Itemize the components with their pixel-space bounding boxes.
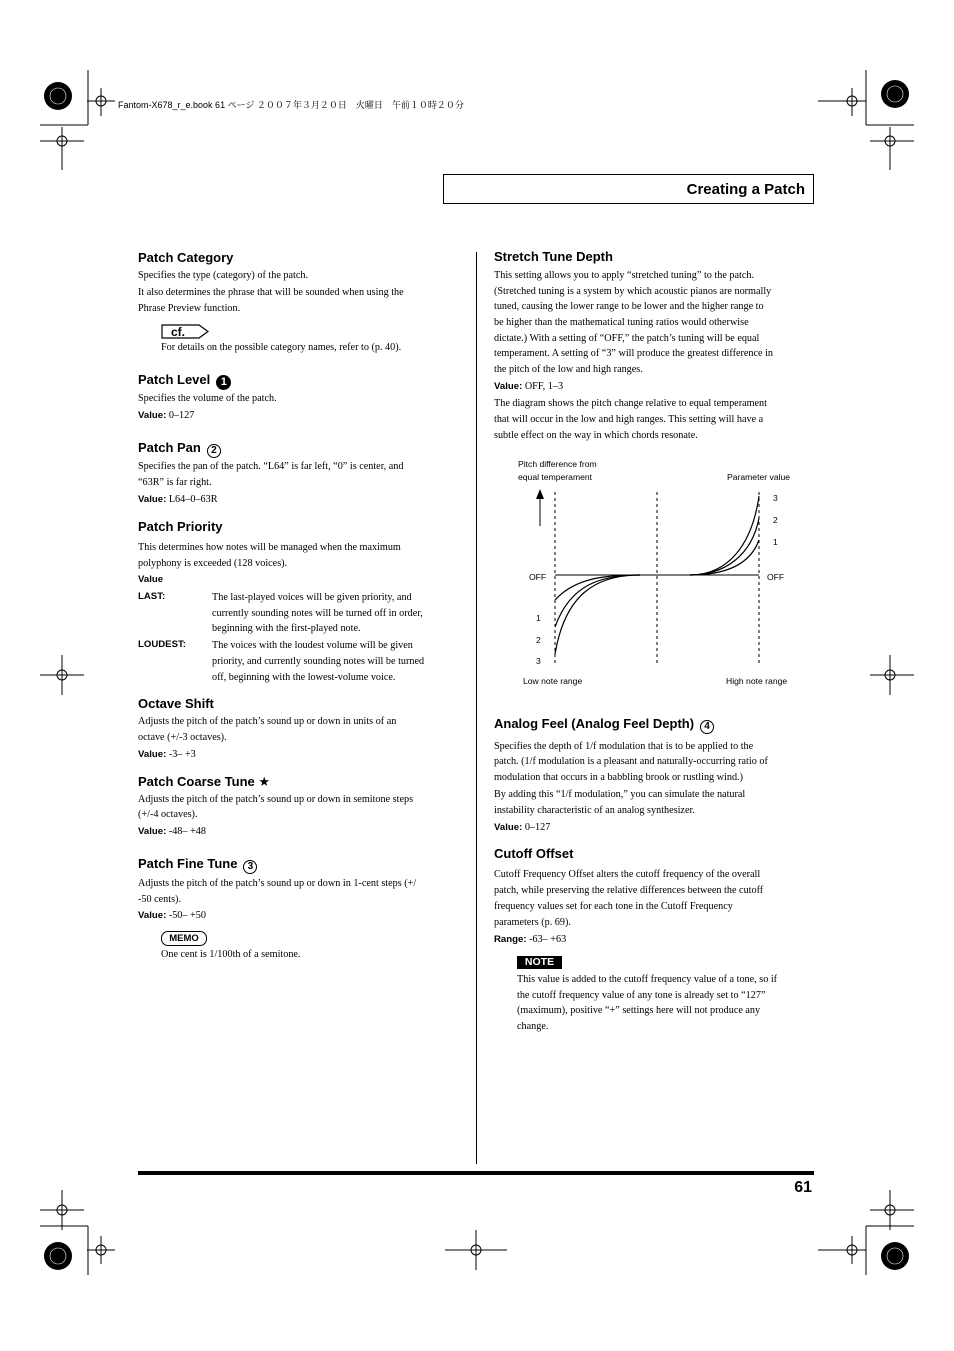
coarse-tune-text-2: (+/-4 octaves). (138, 809, 198, 820)
value-label: Value: (494, 381, 523, 392)
range-text: -63– +63 (529, 934, 567, 945)
cf-text: For details on the possible category names, refer to (p. 40). (161, 342, 402, 353)
stretch-tune-line-6: temperament. A setting of “3” will produce the greatest difference in (494, 348, 774, 359)
high-range-label: High note range (726, 676, 788, 686)
patch-priority-heading: Patch Priority (138, 519, 223, 534)
value-text: OFF, 1–3 (524, 381, 564, 392)
patch-priority-text-2: polyphony is exceeded (128 voices). (138, 558, 288, 569)
value-text: -3– +3 (168, 749, 196, 760)
coarse-tune-value (138, 824, 206, 840)
marker-2-icon: 2 (207, 444, 221, 458)
y-label-1: Pitch difference from (518, 459, 597, 469)
patch-pan-text-1: Specifies the pan of the patch. “L64” is far left, “0” is center, and (138, 461, 404, 472)
column-divider (476, 252, 477, 1164)
value-text: -48– +48 (168, 826, 206, 837)
stretch-tune-desc-2: that will occur in the low and high ranges. This setting will have a (494, 414, 764, 425)
value-label: Value: (138, 749, 167, 760)
analog-feel-line-4: By adding this “1/f modulation,” you can simulate the natural (494, 789, 746, 800)
loudest-label: LOUDEST: (138, 639, 186, 650)
stretch-tune-line-1: This setting allows you to apply “stretched tuning” to the patch. (494, 270, 755, 281)
fine-tune-text-2: -50 cents). (138, 894, 181, 905)
value-text: 0–127 (168, 410, 195, 421)
patch-level-heading (138, 372, 231, 390)
up-arrow-icon (536, 489, 544, 499)
last-text-1: The last-played voices will be given priority, and (212, 592, 412, 603)
curve-set-low (555, 575, 640, 654)
note-line-1: This value is added to the cutoff frequency value of a tone, so if (517, 974, 778, 985)
stretch-tune-heading: Stretch Tune Depth (494, 249, 613, 264)
marker-4-icon: 4 (700, 720, 714, 734)
patch-pan-text-2: “63R” is far right. (138, 477, 212, 488)
loudest-text-2: priority, and currently sounding notes will be turned (212, 656, 425, 667)
param-label: Parameter value (727, 472, 791, 482)
analog-feel-value (494, 820, 550, 836)
octave-shift-value (138, 747, 196, 763)
patch-level-title: Patch Level (138, 372, 211, 387)
value-label: Value: (494, 822, 523, 833)
stretch-tune-line-3: tuned, causing the lower range to be lower and the higher range to (494, 301, 764, 312)
patch-category-text-2b: Phrase Preview function. (138, 303, 241, 314)
marker-1-icon: 1 (216, 375, 231, 390)
fine-tune-text-1: Adjusts the pitch of the patch’s sound up or down in 1-cent steps (+/ (138, 878, 417, 889)
right-level-off: OFF (767, 572, 785, 582)
value-label: Value: (138, 910, 167, 921)
patch-priority-text-1: This determines how notes will be managed when the maximum (138, 542, 401, 553)
patch-category-heading: Patch Category (138, 250, 234, 265)
fine-tune-heading (138, 856, 257, 874)
stretch-tune-desc-1: The diagram shows the pitch change relative to equal temperament (494, 398, 767, 409)
left-level-3: 3 (536, 656, 541, 666)
patch-category-text-2a: It also determines the phrase that will be sounded when using the (138, 287, 404, 298)
stretch-tune-desc-3: subtle effect on the way in which chords resonate. (494, 430, 698, 441)
note-line-4: change. (517, 1021, 549, 1032)
stretch-tune-value (494, 379, 563, 395)
section-title-box (443, 174, 814, 204)
loudest-text-3: off, beginning with the lowest-volume voice. (212, 672, 396, 683)
octave-shift-heading: Octave Shift (138, 696, 214, 711)
right-level-2: 2 (773, 515, 778, 525)
coarse-tune-text-1: Adjusts the pitch of the patch’s sound up or down in semitone steps (138, 794, 414, 805)
range-label: Range: (494, 934, 527, 945)
value-text: -50– +50 (168, 910, 206, 921)
analog-feel-line-5: instability characteristic of an analog synthesizer. (494, 805, 695, 816)
memo-text: One cent is 1/100th of a semitone. (161, 949, 301, 960)
analog-feel-line-2: patch. (1/f modulation is a pleasant and naturally-occurring ratio of (494, 756, 768, 767)
curve-set-high (690, 496, 759, 575)
left-level-1: 1 (536, 613, 541, 623)
stretch-tune-line-4: be higher than the mathematical tuning ratios would otherwise (494, 317, 749, 328)
cutoff-offset-heading: Cutoff Offset (494, 846, 574, 861)
page-number: 61 (794, 1179, 812, 1196)
low-range-label: Low note range (523, 676, 583, 686)
fine-tune-title: Patch Fine Tune (138, 856, 238, 871)
last-text-2: currently sounding notes will be turned off in order, (212, 608, 423, 619)
priority-value-label: Value (138, 574, 164, 585)
patch-level-value (138, 408, 194, 424)
right-level-1: 1 (773, 537, 778, 547)
last-label: LAST: (138, 591, 166, 602)
cf-label: cf. (171, 325, 186, 339)
analog-feel-line-1: Specifies the depth of 1/f modulation that is to be applied to the (494, 741, 754, 752)
stretch-tune-diagram (495, 450, 815, 695)
fine-tune-value (138, 908, 206, 924)
analog-feel-heading (494, 716, 714, 734)
coarse-tune-heading: Patch Coarse Tune ★ (138, 774, 271, 789)
section-title: Creating a Patch (686, 181, 805, 198)
note-line-2: the cutoff frequency value of any tone is already set to “127” (517, 990, 766, 1001)
cutoff-offset-line-3: frequency values set for each tone in the Cutoff Frequency (494, 901, 733, 912)
loudest-text-1: The voices with the loudest volume will be given (212, 640, 413, 651)
cutoff-offset-line-1: Cutoff Frequency Offset alters the cutoff frequency of the overall (494, 869, 761, 880)
cf-badge (161, 324, 209, 339)
patch-pan-heading (138, 440, 221, 458)
left-level-2: 2 (536, 635, 541, 645)
patch-category-text-1: Specifies the type (category) of the patch. (138, 270, 309, 281)
note-badge: NOTE (517, 956, 562, 969)
right-level-3: 3 (773, 493, 778, 503)
octave-shift-text-1: Adjusts the pitch of the patch’s sound up or down in units of an (138, 716, 397, 727)
analog-feel-line-3: modulation that occurs in a babbling brook or rustling wind.) (494, 772, 743, 783)
value-label: Value: (138, 494, 167, 505)
patch-level-text: Specifies the volume of the patch. (138, 393, 277, 404)
last-text-3: beginning with the first-played note. (212, 623, 361, 634)
octave-shift-text-2: octave (+/-3 octaves). (138, 732, 227, 743)
y-label-2: equal temperament (518, 472, 593, 482)
patch-pan-title: Patch Pan (138, 440, 201, 455)
value-text: L64–0–63R (168, 494, 218, 505)
stretch-tune-line-2: (Stretched tuning is a system by which acoustic pianos are normally (494, 286, 772, 297)
value-label: Value: (138, 826, 167, 837)
stretch-tune-line-5: dictate.) With a setting of “OFF,” the patch’s tuning will be equal (494, 333, 760, 344)
analog-feel-title: Analog Feel (Analog Feel Depth) (494, 716, 695, 731)
note-line-3: (maximum), positive “+” settings here will not produce any (517, 1005, 761, 1016)
left-level-off: OFF (529, 572, 547, 582)
stretch-tune-line-7: the pitch of the low and high ranges. (494, 364, 643, 375)
footer-rule (138, 1171, 814, 1175)
value-text: 0–127 (524, 822, 551, 833)
cutoff-offset-line-4: parameters (p. 69). (494, 917, 571, 928)
cutoff-offset-line-2: patch, while preserving the relative differences between the cutoff (494, 885, 764, 896)
cutoff-offset-range (494, 932, 566, 948)
marker-3-icon: 3 (243, 860, 257, 874)
value-label: Value: (138, 410, 167, 421)
print-header: Fantom-X678_r_e.book 61 ページ ２００７年３月２０日 火曜日 午前１０時２０分 (118, 100, 464, 110)
memo-badge: MEMO (161, 931, 207, 946)
patch-pan-value (138, 492, 218, 508)
